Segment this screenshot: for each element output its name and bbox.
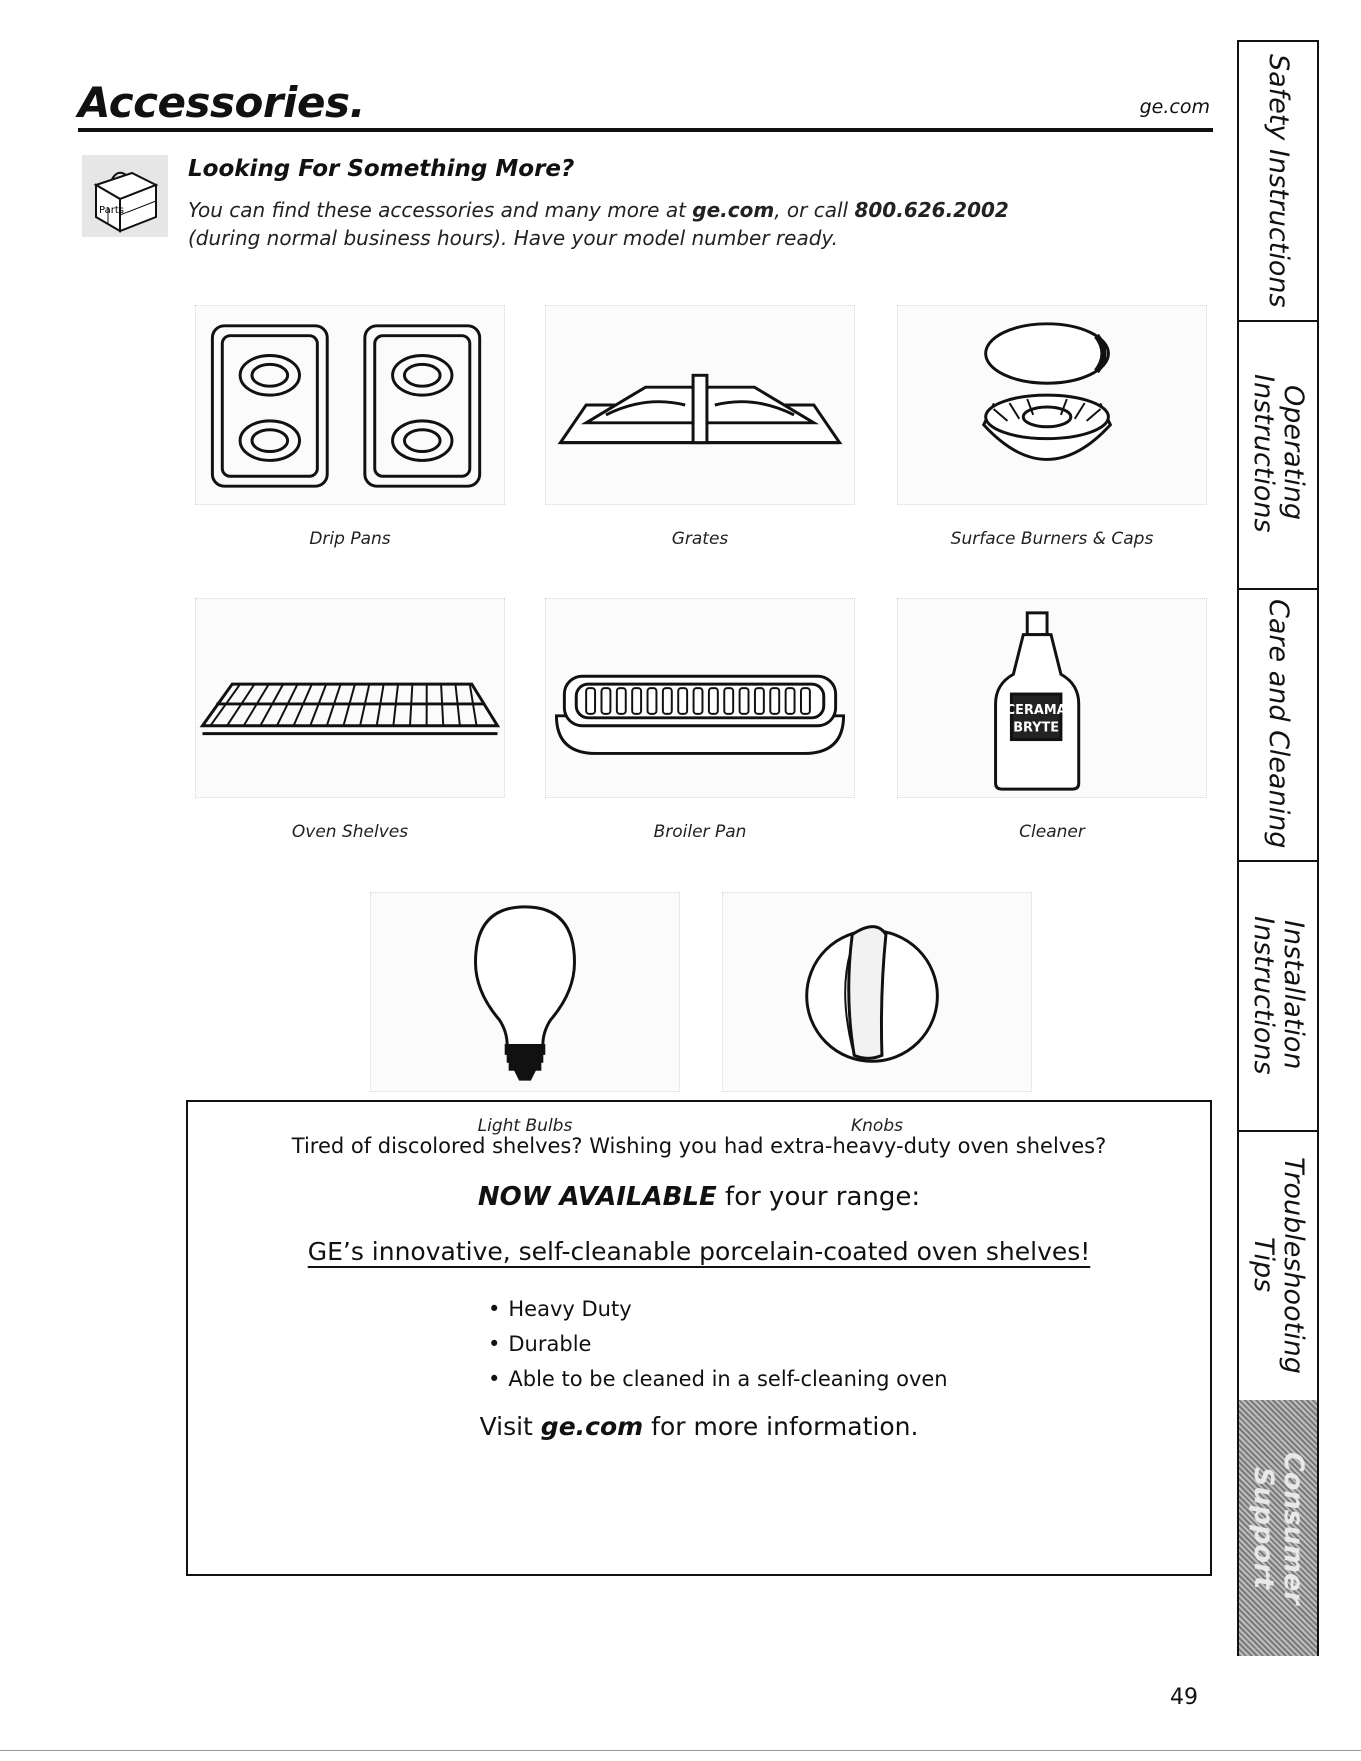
promo-bullet: • Able to be cleaned in a self-cleaning oven (488, 1362, 948, 1397)
promo-bullet: • Durable (488, 1327, 948, 1362)
header-site: ge.com (1139, 96, 1210, 118)
accessory-label: Light Bulbs (477, 1116, 573, 1136)
accessory-label: Cleaner (1019, 822, 1085, 842)
intro-site: ge.com (692, 198, 775, 222)
tab-troubleshooting-tips[interactable]: Troubleshooting Tips (1239, 1130, 1317, 1402)
promo-visit: Visit ge.com for more information. (479, 1412, 919, 1441)
tab-consumer-support[interactable]: Consumer Support (1239, 1400, 1317, 1656)
section-tabs (1237, 40, 1319, 1656)
burner-icon (898, 306, 1206, 504)
promo-bullet: • Heavy Duty (488, 1292, 948, 1327)
promo-bullets (488, 1292, 948, 1397)
parts-label: Parts (99, 205, 124, 216)
intro-text: You can find these accessories and many more at ge.com, or call 800.626.2002 (during normal business hours). Have your model number ready. (188, 198, 1009, 250)
promo-innovative: GE’s innovative, self-cleanable porcelain-coated oven shelves! (307, 1237, 1091, 1266)
parts-box-icon (82, 155, 168, 237)
cleaner-bottle-icon (898, 599, 1206, 797)
header-rule (78, 128, 1213, 132)
accessory-oven-shelves (195, 598, 505, 842)
accessory-label: Surface Burners & Caps (950, 529, 1154, 549)
accessory-surface-burners (897, 305, 1207, 549)
accessory-drip-pans (195, 305, 505, 549)
oven-shelf-icon (196, 599, 504, 797)
light-bulb-icon (371, 893, 679, 1091)
accessory-label: Drip Pans (309, 529, 391, 549)
bottom-line (0, 1750, 1361, 1751)
page-number: 49 (1170, 1685, 1198, 1710)
broiler-pan-icon (546, 599, 854, 797)
accessory-broiler-pan (545, 598, 855, 842)
accessory-grates (545, 305, 855, 549)
tab-installation-instructions[interactable]: Installation Instructions (1239, 860, 1317, 1132)
grates-icon (546, 306, 854, 504)
intro-phone: 800.626.2002 (854, 198, 1009, 222)
intro-heading: Looking For Something More? (188, 156, 575, 182)
cleaner-label-line2: BRYTE (1013, 720, 1060, 736)
knob-icon (723, 893, 1031, 1091)
promo-now-available: NOW AVAILABLE for your range: (477, 1182, 921, 1212)
accessory-label: Grates (671, 529, 729, 549)
tab-operating-instructions[interactable]: Operating Instructions (1239, 318, 1317, 590)
accessory-label: Broiler Pan (653, 822, 747, 842)
drip-pans-icon (196, 306, 504, 504)
accessory-cleaner (897, 598, 1207, 842)
promo-box (186, 1100, 1212, 1576)
accessory-label: Oven Shelves (291, 822, 409, 842)
cleaner-label-line1: CERAMA (1005, 702, 1067, 718)
tab-safety-instructions[interactable]: Safety Instructions (1239, 40, 1317, 322)
tab-care-and-cleaning[interactable]: Care and Cleaning (1239, 588, 1317, 862)
page-title: Accessories. (78, 78, 365, 127)
accessory-label: Knobs (851, 1116, 903, 1136)
promo-question: Tired of discolored shelves? Wishing you had extra-heavy-duty oven shelves? (291, 1134, 1107, 1158)
